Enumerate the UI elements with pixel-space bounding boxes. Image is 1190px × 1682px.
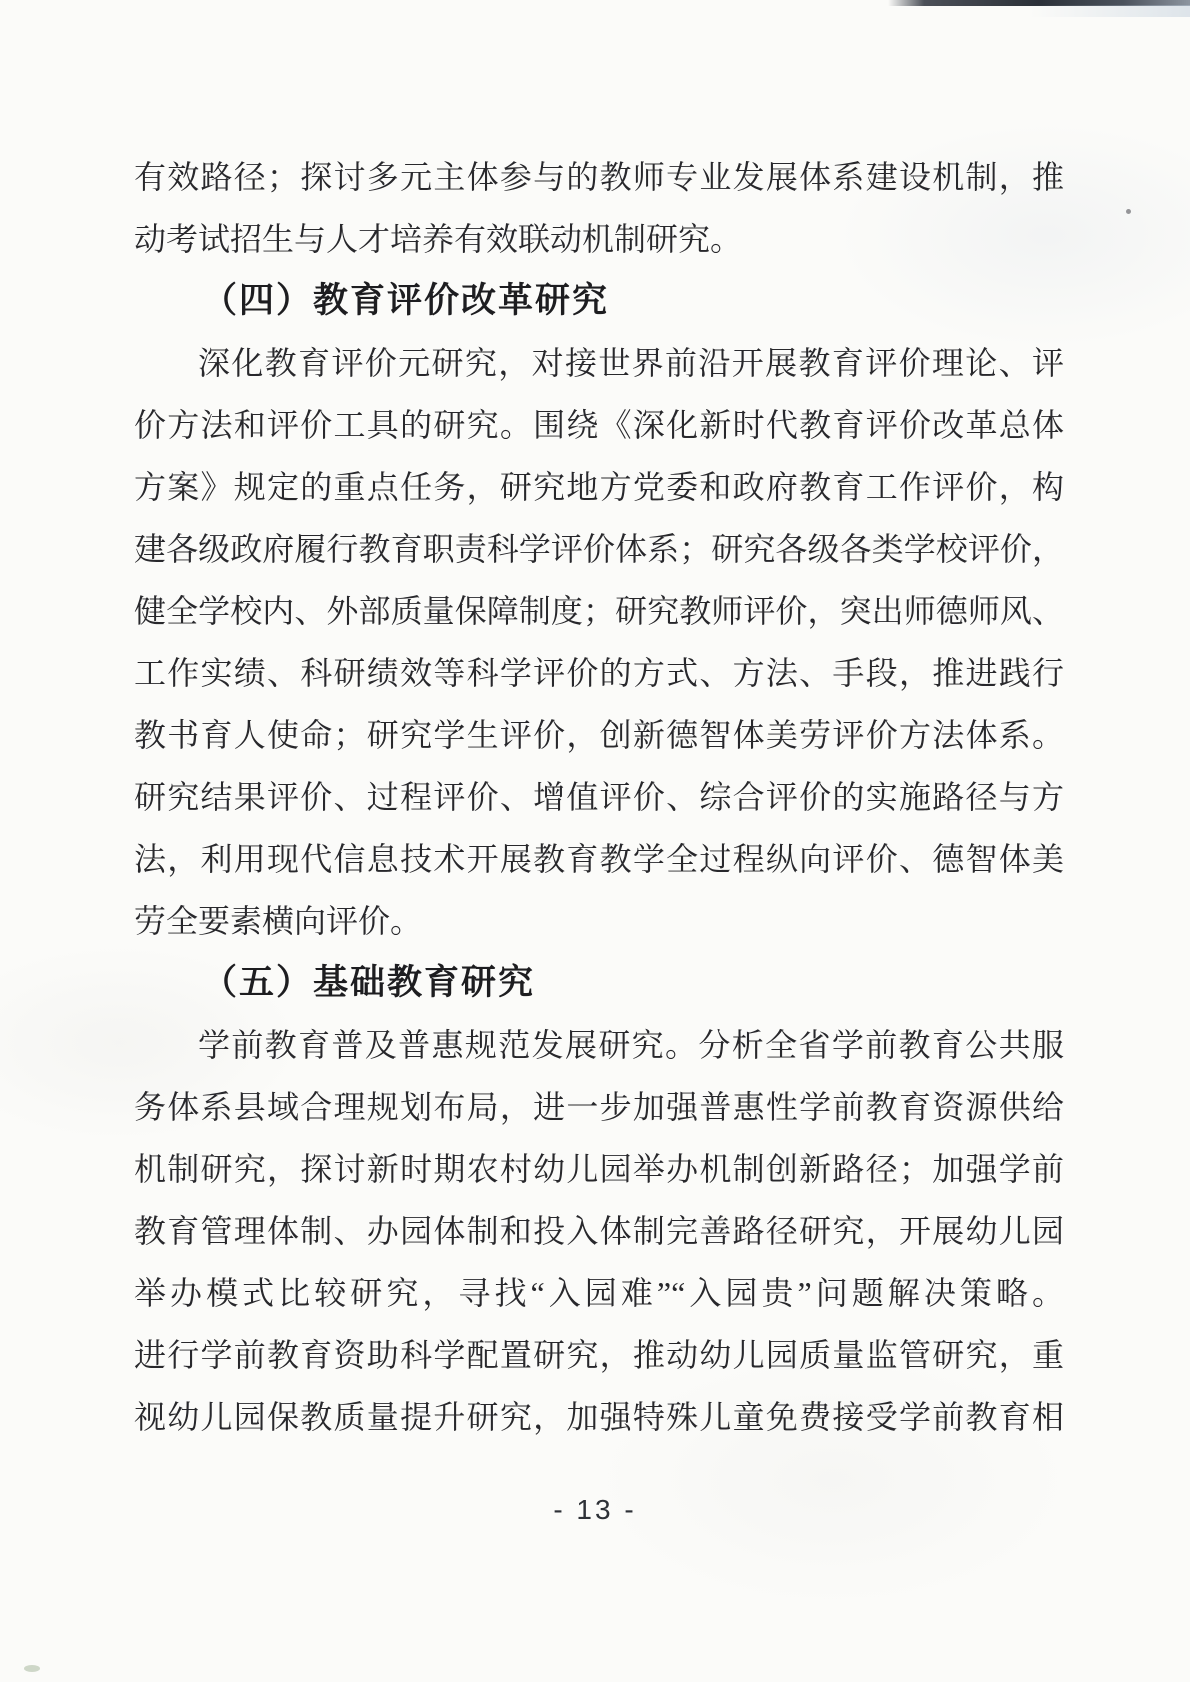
text-line: 机制研究，探讨新时期农村幼儿园举办机制创新路径；加强学前 [134, 1151, 1064, 1187]
text-line: 教育管理体制、办园体制和投入体制完善路径研究，开展幼儿园 [134, 1213, 1064, 1249]
text-line: 健全学校内、外部质量保障制度；研究教师评价，突出师德师风、 [134, 593, 1064, 629]
text-line: 价方法和评价工具的研究。围绕《深化新时代教育评价改革总体 [134, 407, 1064, 443]
scan-artifact-speck [24, 1665, 40, 1672]
body-text [134, 146, 1064, 1448]
text-line: 深化教育评价元研究，对接世界前沿开展教育评价理论、评 [198, 345, 1064, 381]
text-line: 有效路径；探讨多元主体参与的教师专业发展体系建设机制，推 [134, 159, 1064, 195]
scan-artifact-dot [1126, 209, 1131, 214]
text-line: 方案》规定的重点任务，研究地方党委和政府教育工作评价，构 [134, 469, 1064, 505]
text-line: 教书育人使命；研究学生评价，创新德智体美劳评价方法体系。 [134, 717, 1064, 753]
text-line: 务体系县域合理规划布局，进一步加强普惠性学前教育资源供给 [134, 1089, 1064, 1125]
scan-artifact-top-smudge [1030, 5, 1190, 17]
text-line: 建各级政府履行教育职责科学评价体系；研究各级各类学校评价， [134, 531, 1064, 567]
section-heading-4: （四）教育评价改革研究 [202, 281, 610, 320]
section-heading-5: （五）基础教育研究 [202, 963, 536, 1002]
text-line: 学前教育普及普惠规范发展研究。分析全省学前教育公共服 [198, 1027, 1064, 1063]
text-line: 工作实绩、科研绩效等科学评价的方式、方法、手段，推进践行 [134, 655, 1064, 691]
text-line: 劳全要素横向评价。 [134, 903, 423, 939]
text-line: 动考试招生与人才培养有效联动机制研究。 [134, 221, 743, 257]
text-line: 进行学前教育资助科学配置研究，推动幼儿园质量监管研究，重 [134, 1337, 1064, 1373]
text-line: 视幼儿园保教质量提升研究，加强特殊儿童免费接受学前教育相 [134, 1399, 1064, 1435]
text-line: 研究结果评价、过程评价、增值评价、综合评价的实施路径与方 [134, 779, 1064, 815]
page-number: - 13 - [553, 1494, 637, 1525]
text-line: 法，利用现代信息技术开展教育教学全过程纵向评价、德智体美 [134, 841, 1064, 877]
text-line: 举办模式比较研究，寻找“入园难”“入园贵”问题解决策略。 [134, 1275, 1064, 1311]
